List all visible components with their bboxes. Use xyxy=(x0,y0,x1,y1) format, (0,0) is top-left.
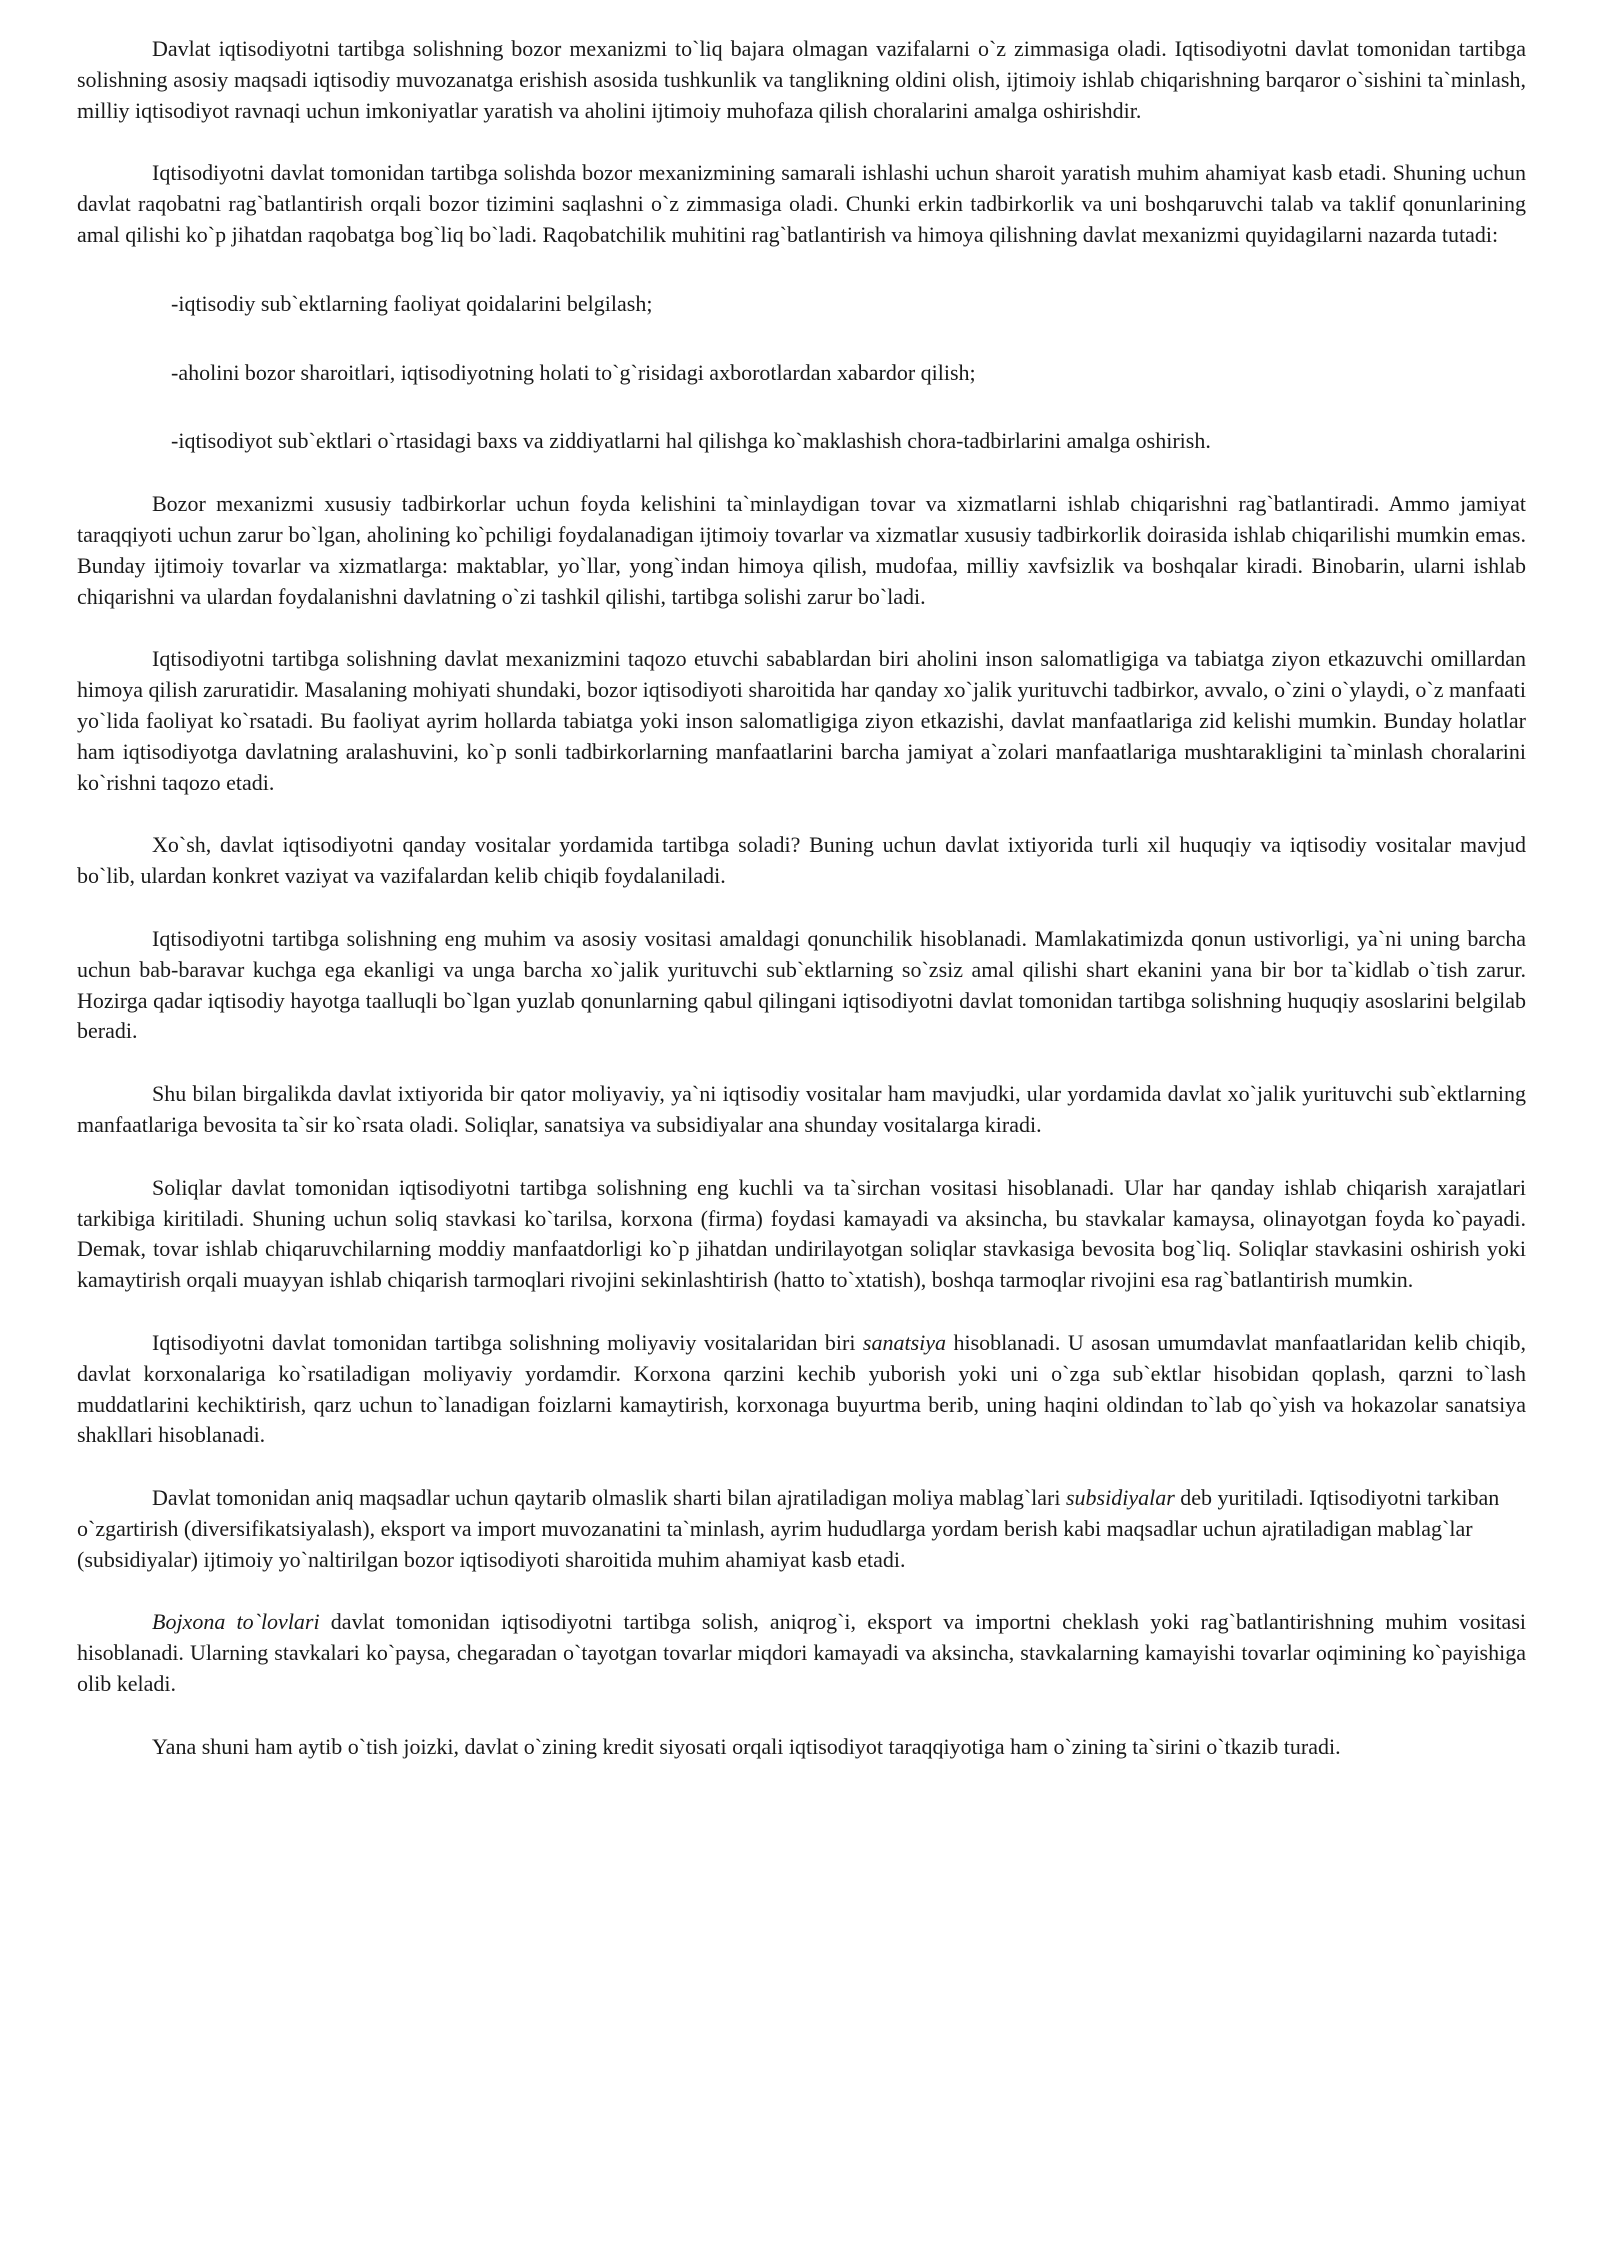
document-page xyxy=(77,34,1526,1763)
list-item: -aholini bozor sharoitlari, iqtisodiyotning holati to`g`risidagi axborotlardan xabardor qilish; xyxy=(171,359,976,385)
paragraph-9-text-start: Iqtisodiyotni davlat tomonidan tartibga solishning moliyaviy vositalaridan biri xyxy=(152,1329,863,1355)
paragraph-9 xyxy=(77,1328,1526,1451)
paragraph-12: Yana shuni ham aytib o`tish joizki, davlat o`zining kredit siyosati orqali iqtisodiyot taraqqiyotiga ham o`zining ta`sirini o`tkazib turadi. xyxy=(152,1733,1341,1759)
paragraph-1: Davlat iqtisodiyotni tartibga solishning bozor mexanizmi to`liq bajara olmagan vazifalarni o`z zimmasiga oladi. Iqtisodiyotni davlat tomonidan tartibga solishning asosiy maqsadi iqtisodiy muvozanatga erishish asosida tushkunlik va tanglikning oldini olish, ijtimoiy ishlab chiqarishning barqaror o`sishini ta`minlash, milliy iqtisodiyot ravnaqi uchun imkoniyatlar yaratish va aholini ijtimoiy muhofaza qilish choralarini amalga oshirishdir. xyxy=(77,36,1526,123)
paragraph-11 xyxy=(77,1607,1526,1699)
list-item: -iqtisodiyot sub`ektlari o`rtasidagi baxs va ziddiyatlarni hal qilishga ko`maklashish chora-tadbirlarini amalga oshirish. xyxy=(171,428,1211,454)
paragraph-6: Iqtisodiyotni tartibga solishning eng muhim va asosiy vositasi amaldagi qonunchilik hisoblanadi. Mamlakatimizda qonun ustivorligi, ya`ni uning barcha uchun bab-baravar kuchga ega ekanligi va unga barcha xo`jalik yurituvchi sub`ektlarning so`zsiz amal qilishi shart ekanini yana bir bor ta`kidlab o`tish zarur. Hozirga qadar iqtisodiy hayotga taalluqli bo`lgan yuzlab qonunlarning qabul qilingani iqtisodiyotni davlat tomonidan tartibga solishning huquqiy asoslarini belgilab beradi. xyxy=(77,925,1526,1044)
paragraph-11-text-end: davlat tomonidan iqtisodiyotni tartibga solish, aniqrog`i, eksport va importni cheklash yoki rag`batlantirishning muhim vositasi hisoblanadi. Ularning stavkalari ko`paysa, chegaradan o`tayotgan tovarlar miqdori kamayadi va aksincha, stavkalarning kamayishi tovarlar oqimining ko`payishiga olib keladi. xyxy=(77,1609,1526,1697)
paragraph-8: Soliqlar davlat tomonidan iqtisodiyotni tartibga solishning eng kuchli va ta`sirchan vositasi hisoblanadi. Ular har qanday ishlab chiqarish xarajatlari tarkibiga kiritiladi. Shuning uchun soliq stavkasi ko`tarilsa, korxona (firma) foydasi kamayadi va aksincha, bu stavkalar kamaysa, olinayotgan foyda ko`payadi. Demak, tovar ishlab chiqaruvchilarning moddiy manfaatdorligi ko`p jihatdan undirilayotgan soliqlar stavkasiga bevosita bog`liq. Soliqlar stavkasini oshirish yoki kamaytirish orqali muayyan ishlab chiqarish tarmoqlari rivojini sekinlashtirish (hatto to`xtatish), boshqa tarmoqlar rivojini esa rag`batlantirish mumkin. xyxy=(77,1174,1526,1293)
term-sanatsiya: sanatsiya xyxy=(862,1329,947,1355)
paragraph-5: Xo`sh, davlat iqtisodiyotni qanday vositalar yordamida tartibga soladi? Buning uchun davlat ixtiyorida turli xil huquqiy va iqtisodiy vositalar mavjud bo`lib, ulardan konkret vaziyat va vazifalardan kelib chiqib foydalaniladi. xyxy=(77,832,1526,889)
term-bojxona-tolovlari: Bojxona to`lovlari xyxy=(152,1609,320,1635)
paragraph-9-text-end: hisoblanadi. U asosan umumdavlat manfaatlaridan kelib chiqib, davlat korxonalariga ko`rsatiladigan moliyaviy yordamdir. Korxona qarzini kechib yuborish yoki uni o`zga sub`ektlar hisobidan qoplash, qarzni to`lash muddatlarini kechiktirish, qarz uchun to`lanadigan foizlarni kamaytirish, korxonaga buyurtma berib, uning haqini oldindan to`lab qo`yish va hokazolar sanatsiya shakllari hisoblanadi. xyxy=(77,1329,1526,1448)
paragraph-3: Bozor mexanizmi xususiy tadbirkorlar uchun foyda kelishini ta`minlaydigan tovar va xizmatlarni ishlab chiqarishni rag`batlantiradi. Ammo jamiyat taraqqiyoti uchun zarur bo`lgan, aholining ko`pchiligi foydalanadigan ijtimoiy tovarlar va xizmatlar xususiy tadbirkorlik doirasida ishlab chiqarilishi mumkin emas. Bunday ijtimoiy tovarlar va xizmatlarga: maktablar, yo`llar, yong`indan himoya qilish, mudofaa, milliy xavfsizlik va boshqalar kiradi. Binobarin, ularni ishlab chiqarishni va ulardan foydalanishni davlatning o`zi tashkil qilishi, tartibga solishi zarur bo`ladi. xyxy=(77,491,1526,609)
bullet-list xyxy=(77,289,1526,457)
paragraph-2: Iqtisodiyotni davlat tomonidan tartibga solishda bozor mexanizmining samarali ishlashi uchun sharoit yaratish muhim ahamiyat kasb etadi. Shuning uchun davlat raqobatni rag`batlantirish orqali bozor tizimini saqlashni o`z zimmasiga oladi. Chunki erkin tadbirkorlik va uni boshqaruvchi talab va taklif qonunlarining amal qilishi ko`p jihatdan raqobatga bog`liq bo`ladi. Raqobatchilik muhitini rag`batlantirish va himoya qilishning davlat mexanizmi quyidagilarni nazarda tutadi: xyxy=(77,160,1526,247)
list-item: -iqtisodiy sub`ektlarning faoliyat qoidalarini belgilash; xyxy=(171,290,653,316)
paragraph-10 xyxy=(77,1483,1526,1575)
paragraph-10-text-start: Davlat tomonidan aniq maqsadlar uchun qaytarib olmaslik sharti bilan ajratiladigan moliya mablag`lari xyxy=(152,1485,1066,1511)
paragraph-7: Shu bilan birgalikda davlat ixtiyorida bir qator moliyaviy, ya`ni iqtisodiy vositalar ham mavjudki, ular yordamida davlat xo`jalik yurituvchi sub`ektlarning manfaatlariga bevosita ta`sir ko`rsata oladi. Soliqlar, sanatsiya va subsidiyalar ana shunday vositalarga kiradi. xyxy=(77,1081,1526,1137)
paragraph-10-text-end: deb yuritiladi. Iqtisodiyotni tarkiban o`zgartirish (diversifikatsiyalash), eksport va import muvozanatini ta`minlash, ayrim hududlarga yordam berish kabi maqsadlar uchun ajratiladigan mablag`lar (subsidiyalar) ijtimoiy yo`naltirilgan bozor iqtisodiyoti sharoitida muhim ahamiyat kasb etadi. xyxy=(77,1485,1500,1572)
term-subsidiyalar: subsidiyalar xyxy=(1065,1485,1175,1511)
paragraph-4: Iqtisodiyotni tartibga solishning davlat mexanizmini taqozo etuvchi sabablardan biri aholini inson salomatligiga va tabiatga ziyon etkazuvchi omillardan himoya qilish zaruratidir. Masalaning mohiyati shundaki, bozor iqtisodiyoti sharoitida har qanday xo`jalik yurituvchi tadbirkor, avvalo, o`zini o`ylaydi, o`z manfaati yo`lida faoliyat ko`rsatadi. Bu faoliyat ayrim hollarda tabiatga yoki inson salomatligiga ziyon etkazishi, davlat manfaatlariga zid kelishi mumkin. Bunday holatlar ham iqtisodiyotga davlatning aralashuvini, ko`p sonli tadbirkorlarning manfaatlarini barcha jamiyat a`zolari manfaatlariga mushtarakligini ta`minlash choralarini ko`rishni taqozo etadi. xyxy=(77,646,1526,795)
